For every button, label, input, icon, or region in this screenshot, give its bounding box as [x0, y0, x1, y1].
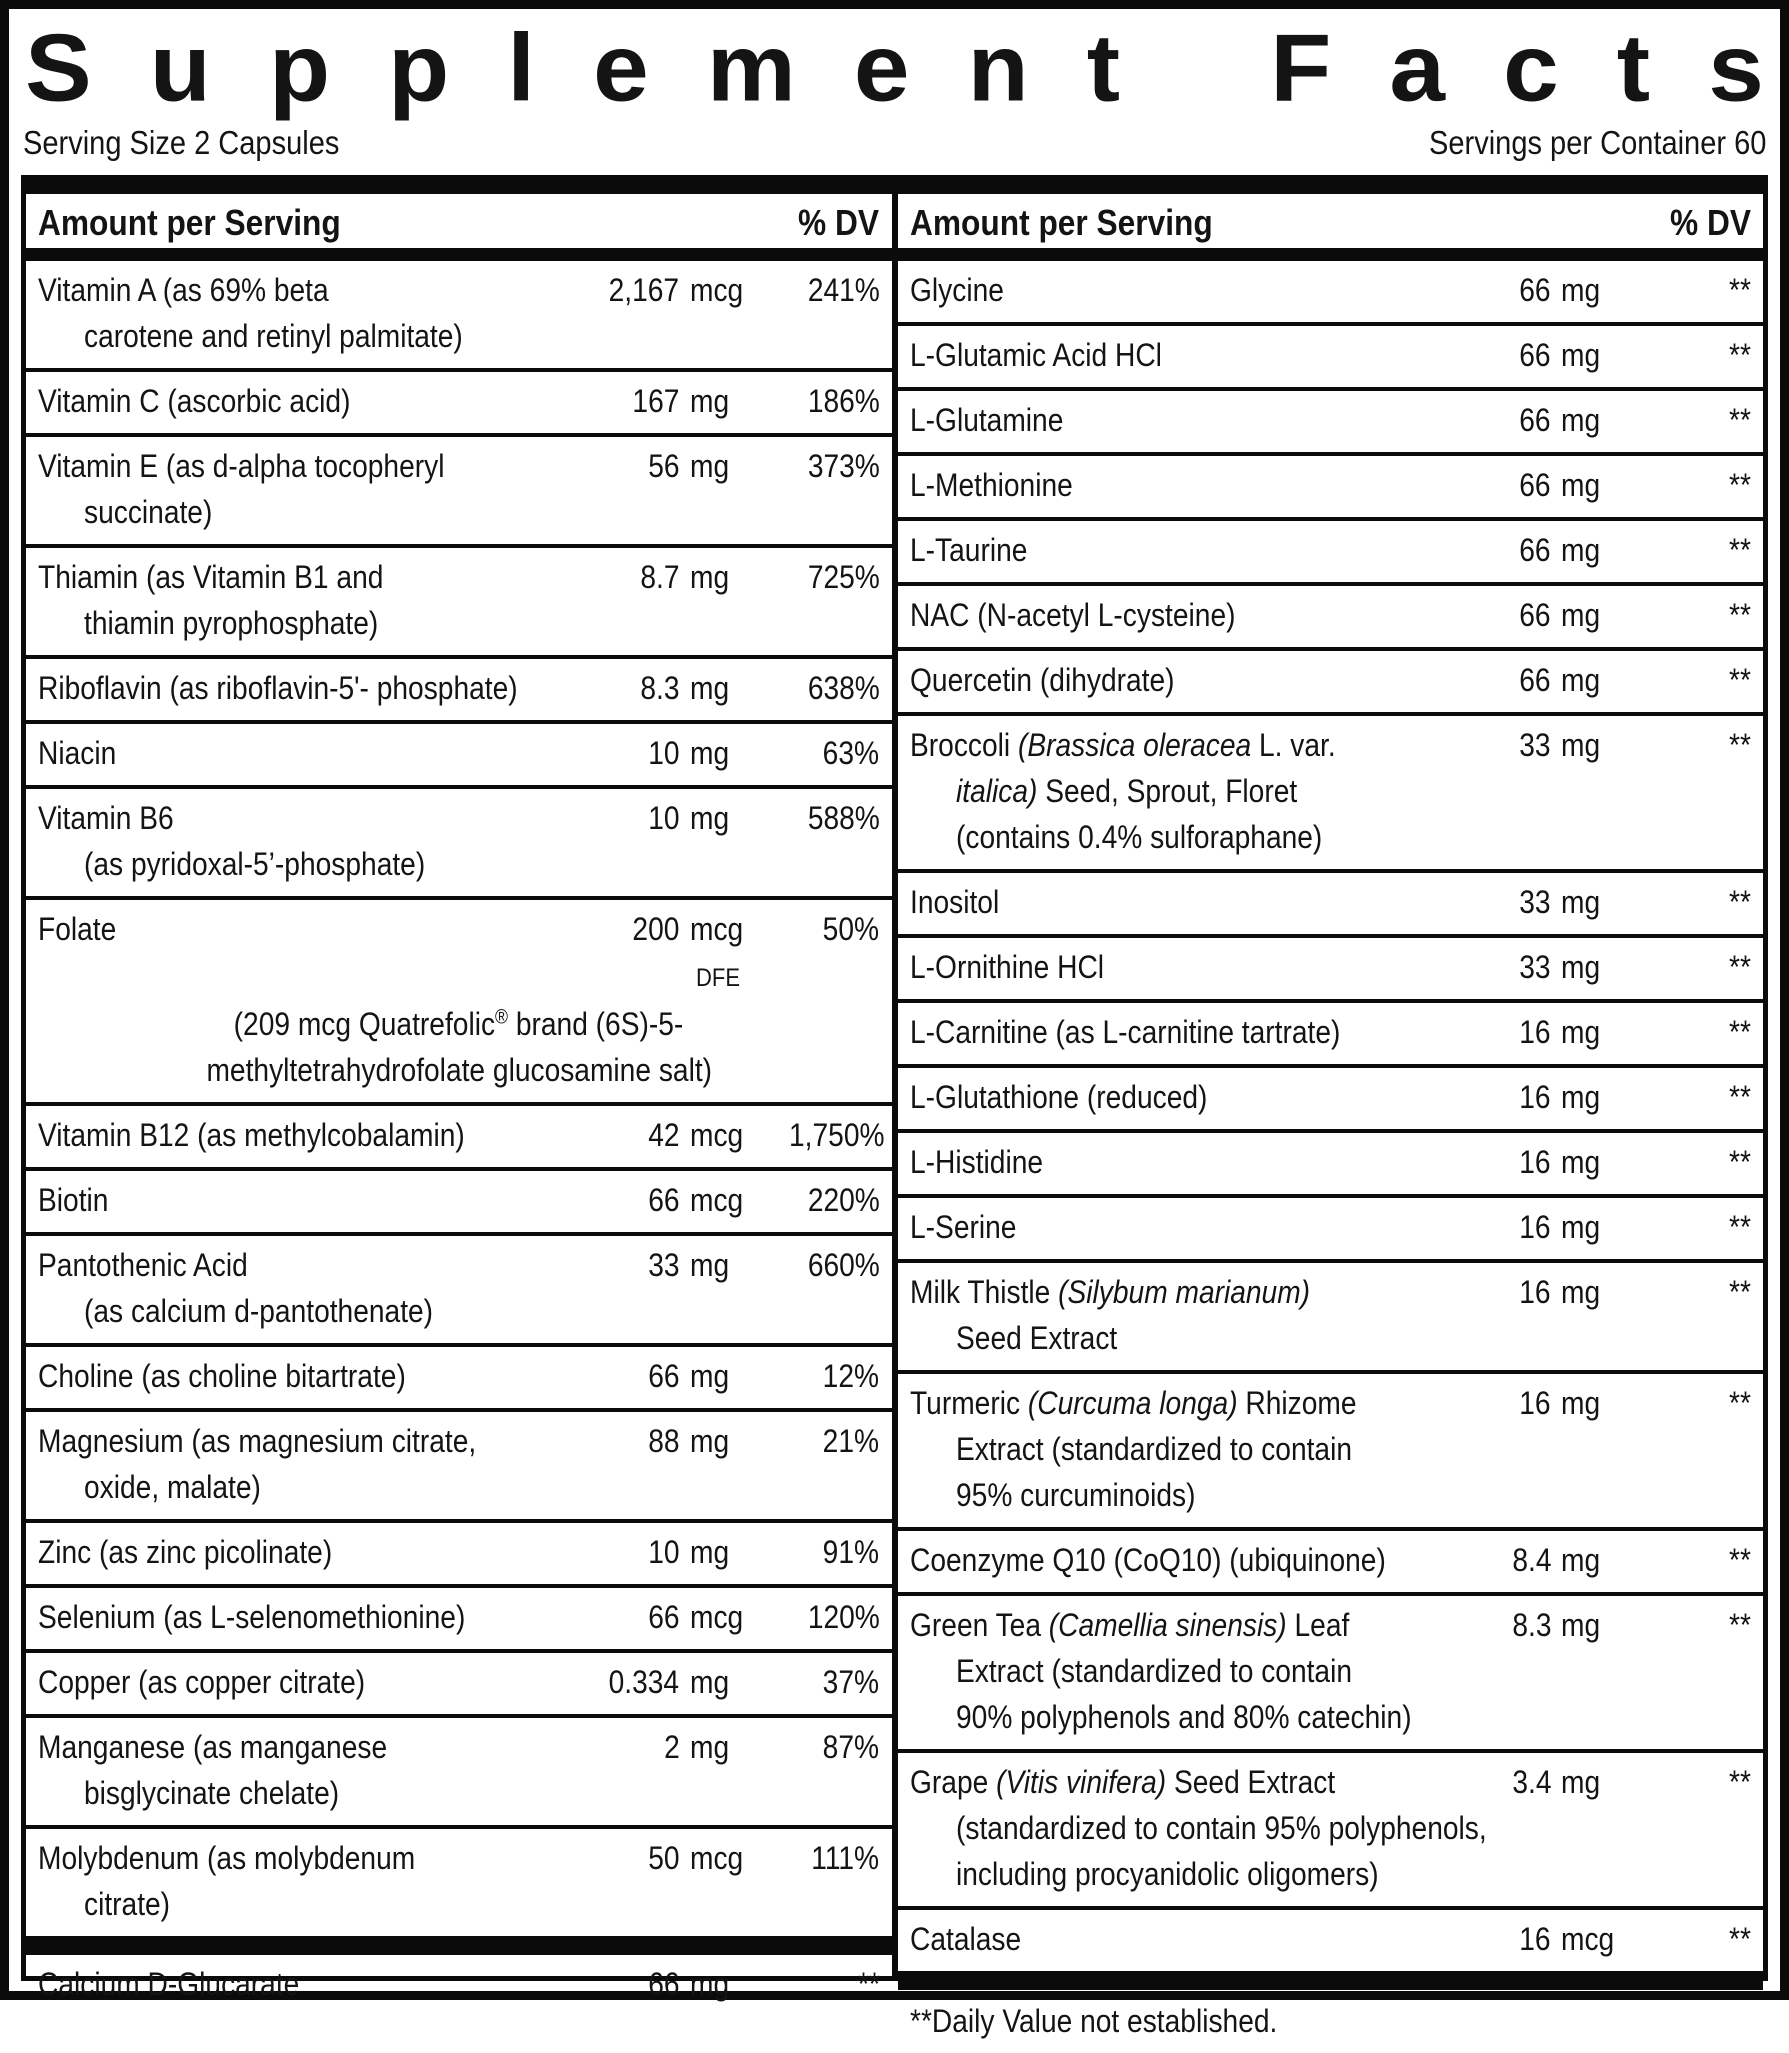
- dv-value: **: [1729, 1079, 1751, 1115]
- amount-value: 66: [648, 1966, 680, 2002]
- dv-value: 21%: [823, 1423, 880, 1459]
- ingredient-name: Molybdenum (as molybdenum citrate): [38, 1840, 416, 1922]
- ingredient-name: L-Glutathione (reduced): [909, 1079, 1207, 1115]
- dv-value: 220%: [807, 1182, 880, 1218]
- amount-value: 10: [648, 1534, 680, 1570]
- ingredient-name: Vitamin E (as d-alpha tocopheryl succinate): [38, 448, 445, 530]
- ingredient-name: L-Glutamine: [909, 402, 1063, 438]
- amount-value: 66: [648, 1599, 680, 1635]
- amount-value: 66: [1519, 272, 1551, 308]
- dv-footnote-text: **Daily Value not established.: [909, 2003, 1277, 2039]
- dv-value: **: [1729, 949, 1751, 985]
- amount-unit: mcg: [689, 272, 743, 308]
- table-row: [898, 391, 1764, 456]
- ingredient-name: Catalase: [909, 1921, 1021, 1957]
- dv-value: **: [1729, 272, 1751, 308]
- amount-unit: mg: [689, 800, 729, 836]
- amount-value: 66: [648, 1182, 680, 1218]
- dv-value: **: [857, 1966, 880, 2002]
- ingredient-name: Vitamin B12 (as methylcobalamin): [38, 1117, 465, 1153]
- amount-value: 16: [1519, 1144, 1551, 1180]
- amount-unit: mcg: [689, 1840, 743, 1876]
- serving-size: Serving Size 2 Capsules: [23, 124, 340, 161]
- amount-value: 66: [1519, 532, 1551, 568]
- amount-value: 42: [648, 1117, 680, 1153]
- ingredient-name: Calcium D-Glucarate: [38, 1966, 300, 2002]
- table-row: [26, 548, 892, 659]
- dv-value: 660%: [807, 1247, 880, 1283]
- dv-value: **: [1729, 337, 1751, 373]
- dv-value: 725%: [807, 559, 880, 595]
- ingredient-name: Riboflavin (as riboflavin-5'- phosphate): [38, 670, 518, 706]
- amount-value: 10: [648, 800, 680, 836]
- amount-unit: mg: [1561, 272, 1601, 308]
- amount-unit: mg: [689, 1247, 729, 1283]
- amount-value: 167: [632, 383, 680, 419]
- table-row: [898, 261, 1764, 326]
- title-char: a: [1389, 14, 1446, 122]
- dv-value: **: [1729, 597, 1751, 633]
- amount-unit: mg: [689, 448, 729, 484]
- facts-table: [21, 175, 1768, 2039]
- title-char: e: [853, 14, 910, 122]
- amount-value: 16: [1519, 1079, 1551, 1115]
- amount-unit: mg: [1561, 1144, 1601, 1180]
- amount-value: 66: [1519, 402, 1551, 438]
- table-row: [898, 873, 1764, 938]
- amount-value: 50: [648, 1840, 680, 1876]
- amount-value: 16: [1519, 1274, 1551, 1310]
- dv-value: **: [1729, 662, 1751, 698]
- table-row: [26, 1523, 892, 1588]
- title-char: e: [593, 14, 649, 122]
- amount-unit: mg: [1561, 1607, 1601, 1643]
- left-column-header: [26, 194, 892, 261]
- amount-value: 56: [648, 448, 680, 484]
- title-char: n: [967, 14, 1029, 122]
- table-row: [898, 1263, 1764, 1374]
- amount-value: 16: [1519, 1209, 1551, 1245]
- table-row: [898, 1596, 1764, 1753]
- dv-value: 50%: [823, 911, 880, 947]
- amount-unit: mg: [1561, 532, 1601, 568]
- table-row: [898, 1753, 1764, 1910]
- amount-value: 33: [1519, 884, 1551, 920]
- dv-value: 186%: [807, 383, 880, 419]
- table-row: [898, 1068, 1764, 1133]
- dv-value: **: [1729, 1209, 1751, 1245]
- dv-value: **: [1729, 884, 1751, 920]
- ingredient-name: Milk Thistle (Silybum marianum) Seed Extract: [909, 1274, 1310, 1356]
- amount-unit: mg: [689, 559, 729, 595]
- ingredient-name: Coenzyme Q10 (CoQ10) (ubiquinone): [909, 1542, 1386, 1578]
- dv-header: % DV: [1670, 202, 1751, 243]
- ingredient-name: Biotin: [38, 1182, 109, 1218]
- table-row: [26, 789, 892, 900]
- dv-value: 241%: [807, 272, 880, 308]
- dv-value: **: [1729, 1385, 1751, 1421]
- dv-value: **: [1729, 727, 1751, 763]
- ingredient-name: Glycine: [909, 272, 1004, 308]
- dv-value: **: [1729, 467, 1751, 503]
- ingredient-name: L-Glutamic Acid HCl: [909, 337, 1162, 373]
- dv-value: **: [1729, 1921, 1751, 1957]
- amount-unit: mg: [689, 1534, 729, 1570]
- amount-unit: mg: [1561, 949, 1601, 985]
- amount-unit: mcg: [689, 1117, 743, 1153]
- dv-value: 638%: [807, 670, 880, 706]
- amount-unit: mg: [1561, 884, 1601, 920]
- amount-value: 16: [1519, 1014, 1551, 1050]
- table-row: [26, 261, 892, 372]
- table-row: [26, 724, 892, 789]
- amount-value: 16: [1519, 1385, 1551, 1421]
- table-row: [898, 1531, 1764, 1596]
- servings-per-container: Servings per Container 60: [1428, 124, 1766, 161]
- dv-value: **: [1729, 1014, 1751, 1050]
- amount-unit: mg: [1561, 597, 1601, 633]
- amount-unit: mg: [1561, 727, 1601, 763]
- dv-value: **: [1729, 1607, 1751, 1643]
- amount-unit: mg: [1561, 1209, 1601, 1245]
- dv-value: **: [1729, 402, 1751, 438]
- title-char: u: [149, 14, 211, 122]
- dv-value: 373%: [807, 448, 880, 484]
- label-title: [21, 11, 1768, 122]
- table-row: [26, 1718, 892, 1829]
- table-row: [898, 716, 1764, 873]
- ingredient-name: Broccoli (Brassica oleracea L. var. italica) Seed, Sprout, Floret (contains 0.4% sulforaphane): [909, 727, 1336, 855]
- right-column-header: [898, 194, 1764, 261]
- table-row: [898, 1003, 1764, 1068]
- table-row: [898, 456, 1764, 521]
- table-row: [898, 1133, 1764, 1198]
- ingredient-name: Grape (Vitis vinifera) Seed Extract (standardized to contain 95% polyphenols, including procyanidolic oligomers): [909, 1764, 1487, 1892]
- table-row: [26, 437, 892, 548]
- ingredient-name: L-Serine: [909, 1209, 1016, 1245]
- title-char: s: [1708, 14, 1764, 122]
- ingredient-name: NAC (N-acetyl L-cysteine): [909, 597, 1235, 633]
- amount-value: 66: [1519, 662, 1551, 698]
- section-divider-bar: [26, 1936, 892, 1955]
- ingredient-name: Zinc (as zinc picolinate): [38, 1534, 333, 1570]
- table-row: [26, 1412, 892, 1523]
- amount-unit: mg: [689, 735, 729, 771]
- dv-value: 63%: [823, 735, 880, 771]
- table-row: [26, 1106, 892, 1171]
- amount-unit: mg: [689, 1729, 729, 1765]
- amount-unit: mg: [1561, 337, 1601, 373]
- table-row: [26, 900, 892, 1106]
- amount-value: 8.4: [1511, 1542, 1551, 1578]
- amount-unit: mg: [689, 1966, 729, 2002]
- table-row: [898, 938, 1764, 1003]
- table-row: [26, 1236, 892, 1347]
- title-char: S: [25, 14, 92, 122]
- ingredient-name: Selenium (as L-selenomethionine): [38, 1599, 466, 1635]
- amount-value: 10: [648, 735, 680, 771]
- left-column-rows: [26, 261, 892, 2016]
- table-row: [26, 1588, 892, 1653]
- amount-value: 33: [1519, 727, 1551, 763]
- amount-value: 66: [1519, 597, 1551, 633]
- amount-unit: mg: [1561, 1385, 1601, 1421]
- amount-unit-qualifier: DFE: [695, 964, 740, 992]
- amount-value: 66: [1519, 467, 1551, 503]
- ingredient-name: Pantothenic Acid (as calcium d-pantothenate): [38, 1247, 434, 1329]
- amount-value: 200: [632, 911, 680, 947]
- ingredient-name: Niacin: [38, 735, 117, 771]
- table-row: [26, 1829, 892, 1936]
- amount-unit: mg: [1561, 1014, 1601, 1050]
- dv-value: **: [1729, 1542, 1751, 1578]
- amount-unit: mg: [689, 1664, 729, 1700]
- amount-value: 88: [648, 1423, 680, 1459]
- dv-value: 120%: [807, 1599, 880, 1635]
- amount-value: 2: [663, 1729, 680, 1765]
- amount-value: 33: [648, 1247, 680, 1283]
- amount-per-serving-header: Amount per Serving: [38, 202, 341, 243]
- ingredient-name: L-Carnitine (as L-carnitine tartrate): [909, 1014, 1340, 1050]
- ingredient-subnote: (209 mcg Quatrefolic® brand (6S)-5- methyltetrahydrofolate glucosamine salt): [205, 1006, 712, 1088]
- table-row: [898, 1198, 1764, 1263]
- amount-unit: mg: [1561, 1764, 1601, 1800]
- dv-header: % DV: [798, 202, 880, 243]
- ingredient-name: L-Methionine: [909, 467, 1073, 503]
- serving-info: [23, 123, 1766, 163]
- title-char: p: [268, 14, 331, 122]
- amount-value: 33: [1519, 949, 1551, 985]
- ingredient-name: Manganese (as manganese bisglycinate chelate): [38, 1729, 388, 1811]
- title-char: p: [388, 14, 450, 122]
- amount-unit: mcg: [689, 1599, 743, 1635]
- ingredient-name: Vitamin A (as 69% beta carotene and retinyl palmitate): [38, 272, 463, 354]
- right-column-rows: [898, 261, 1764, 2053]
- amount-value: 66: [648, 1358, 680, 1394]
- table-row: [898, 651, 1764, 716]
- dv-footnote: [898, 1990, 1764, 2053]
- amount-value: 2,167: [609, 272, 680, 308]
- dv-value: **: [1729, 1144, 1751, 1180]
- ingredient-name: Folate: [38, 911, 117, 947]
- dv-value: 91%: [823, 1534, 880, 1570]
- dv-value: 87%: [823, 1729, 880, 1765]
- table-row: [898, 326, 1764, 391]
- ingredient-name: Green Tea (Camellia sinensis) Leaf Extract (standardized to contain 90% polyphenols and 80% catechin): [909, 1607, 1412, 1735]
- amount-value: 16: [1519, 1921, 1551, 1957]
- table-row: [898, 1374, 1764, 1531]
- table-row: [26, 1347, 892, 1412]
- amount-value: 8.7: [640, 559, 680, 595]
- dv-value: 12%: [823, 1358, 880, 1394]
- amount-unit: mg: [1561, 662, 1601, 698]
- amount-per-serving-header: Amount per Serving: [909, 202, 1213, 243]
- ingredient-name: Copper (as copper citrate): [38, 1664, 366, 1700]
- table-row: [26, 1171, 892, 1236]
- ingredient-name: Inositol: [909, 884, 999, 920]
- amount-value: 0.334: [609, 1664, 680, 1700]
- title-char: F: [1270, 14, 1332, 122]
- table-row: [26, 659, 892, 724]
- dv-value: **: [1729, 1274, 1751, 1310]
- table-row: [26, 1653, 892, 1718]
- ingredient-name: Turmeric (Curcuma longa) Rhizome Extract (standardized to contain 95% curcuminoids): [909, 1385, 1357, 1513]
- title-char: c: [1503, 14, 1559, 122]
- table-row: [26, 1955, 892, 2016]
- dv-value: 111%: [811, 1840, 880, 1876]
- dv-value: **: [1729, 532, 1751, 568]
- amount-unit: mcg: [1561, 1921, 1615, 1957]
- dv-value: 37%: [823, 1664, 880, 1700]
- title-char: l: [507, 14, 536, 122]
- dv-value: 588%: [807, 800, 880, 836]
- dv-value: **: [1729, 1764, 1751, 1800]
- amount-unit: mg: [689, 670, 729, 706]
- title-char: t: [1086, 14, 1121, 122]
- right-column: [892, 194, 1764, 2039]
- title-char: m: [706, 14, 796, 122]
- amount-value: 3.4: [1511, 1764, 1551, 1800]
- amount-unit: mg: [1561, 1542, 1601, 1578]
- table-row: [898, 521, 1764, 586]
- title-char: t: [1616, 14, 1651, 122]
- amount-unit: mg: [1561, 467, 1601, 503]
- amount-unit: mg: [1561, 1274, 1601, 1310]
- amount-unit: mg: [689, 1423, 729, 1459]
- section-divider-bar: [898, 1971, 1764, 1990]
- amount-value: 8.3: [640, 670, 680, 706]
- amount-unit: mcgDFE: [680, 906, 776, 1001]
- table-row: [26, 372, 892, 437]
- amount-unit: mg: [689, 1358, 729, 1394]
- amount-unit: mg: [689, 383, 729, 419]
- amount-value: 66: [1519, 337, 1551, 373]
- amount-value: 8.3: [1511, 1607, 1551, 1643]
- left-column: [26, 194, 892, 2002]
- ingredient-name: Vitamin C (ascorbic acid): [38, 383, 351, 419]
- ingredient-name: Choline (as choline bitartrate): [38, 1358, 406, 1394]
- ingredient-name: Vitamin B6 (as pyridoxal-5’-phosphate): [38, 800, 426, 882]
- ingredient-name: L-Ornithine HCl: [909, 949, 1104, 985]
- table-row: [898, 586, 1764, 651]
- table-row: [898, 1910, 1764, 1971]
- ingredient-name: Quercetin (dihydrate): [909, 662, 1175, 698]
- amount-unit: mg: [1561, 1079, 1601, 1115]
- amount-unit: mg: [1561, 402, 1601, 438]
- amount-unit: mcg: [689, 1182, 743, 1218]
- ingredient-name: Thiamin (as Vitamin B1 and thiamin pyrophosphate): [38, 559, 384, 641]
- ingredient-name: Magnesium (as magnesium citrate, oxide, malate): [38, 1423, 477, 1505]
- dv-value: 1,750%: [788, 1117, 885, 1153]
- ingredient-name: L-Histidine: [909, 1144, 1043, 1180]
- ingredient-name: L-Taurine: [909, 532, 1027, 568]
